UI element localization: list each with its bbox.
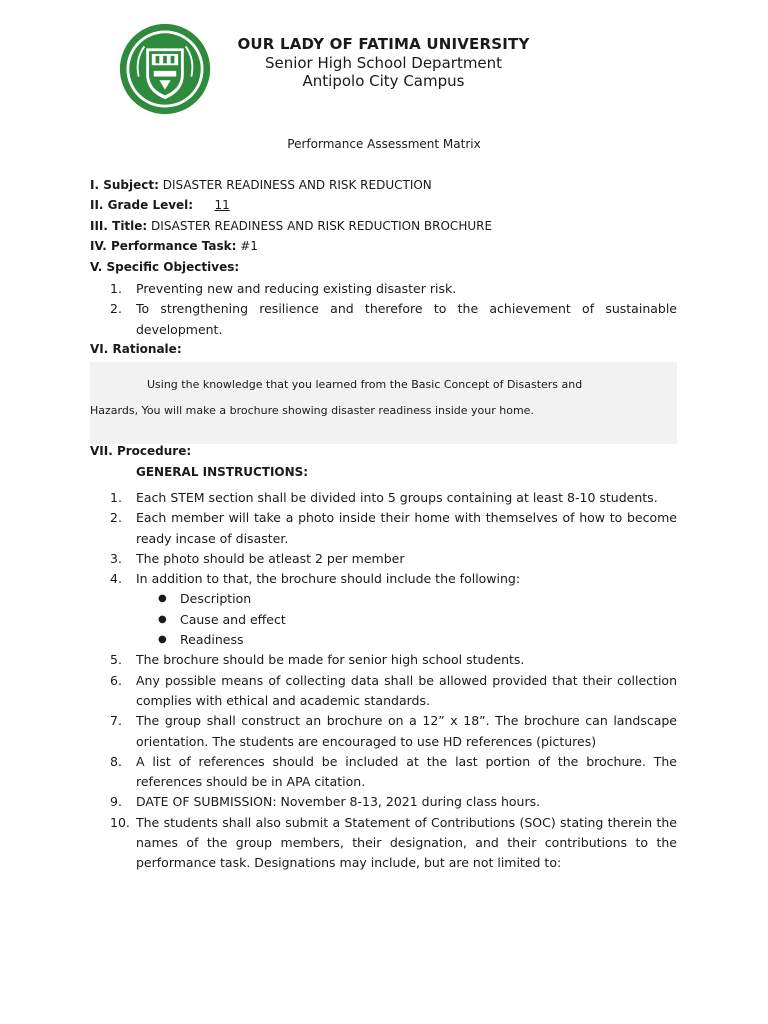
list-item xyxy=(90,488,677,508)
rationale-box xyxy=(90,362,677,444)
list-item xyxy=(90,752,677,793)
list-item xyxy=(90,671,677,712)
objectives-heading: V. Specific Objectives: xyxy=(90,260,240,274)
item-number: 4. xyxy=(110,571,122,587)
item-number: 5. xyxy=(110,652,122,668)
item-text: Each member will take a photo inside their home with themselves of how to become ready incase of disaster. xyxy=(136,510,677,546)
list-item xyxy=(90,549,677,569)
item-number: 1. xyxy=(110,490,122,505)
bullet-text: Readiness xyxy=(180,632,244,648)
objectives-list xyxy=(90,279,677,340)
department-name: Senior High School Department xyxy=(264,54,503,72)
bullet-icon: ● xyxy=(158,634,167,646)
list-item xyxy=(90,813,677,874)
task-label: IV. Performance Task: xyxy=(90,239,237,253)
item-text: The students shall also submit a Statement of Contributions (SOC) stating therein the names of the group members, their designation, and their contributions to the performance task. Designations may include, but are not limited to: xyxy=(136,814,677,871)
subject-label: I. Subject: xyxy=(90,178,159,192)
list-item xyxy=(90,711,677,752)
item-number: 2. xyxy=(110,510,122,526)
item-text: DATE OF SUBMISSION: November 8-13, 2021 during class hours. xyxy=(136,794,541,810)
item-number: 3. xyxy=(110,550,122,566)
list-item xyxy=(90,569,677,589)
item-number: 2. xyxy=(110,301,122,317)
bullet-icon: ● xyxy=(158,593,167,605)
item-text: Any possible means of collecting data shall be allowed provided that their collection complies with ethical and academic standards. xyxy=(136,672,677,708)
bullet-item xyxy=(90,610,677,630)
item-text: A list of references should be included at the last portion of the brochure. The references should be in APA citation. xyxy=(136,753,677,790)
item-number: 7. xyxy=(110,713,122,729)
bullet-item xyxy=(90,630,677,650)
grade-value: 11 xyxy=(214,198,230,212)
item-text: Preventing new and reducing existing disaster risk. xyxy=(136,281,457,296)
subject-line xyxy=(90,178,432,192)
document-title: Performance Assessment Matrix xyxy=(287,137,481,151)
bullet-text: Description xyxy=(180,591,252,607)
title-line xyxy=(90,219,492,233)
list-item xyxy=(90,792,677,812)
bullet-text: Cause and effect xyxy=(180,611,286,627)
title-label: III. Title: xyxy=(90,219,148,233)
item-text: To strengthening resilience and therefore to the achievement of sustainable development. xyxy=(136,301,677,337)
rationale-text-2: Hazards, You will make a brochure showing disaster readiness inside your home. xyxy=(90,404,534,417)
item-number: 8. xyxy=(110,753,122,769)
university-name: OUR LADY OF FATIMA UNIVERSITY xyxy=(237,35,530,53)
list-item xyxy=(90,279,677,299)
item-text: Each STEM section shall be divided into 5 groups containing at least 8-10 students. xyxy=(136,490,658,505)
rationale-heading: VI. Rationale: xyxy=(90,342,182,356)
item-number: 10. xyxy=(110,814,130,830)
grade-line xyxy=(90,198,251,212)
grade-label: II. Grade Level: xyxy=(90,198,194,212)
list-item xyxy=(90,650,677,670)
item-text: In addition to that, the brochure should include the following: xyxy=(136,571,521,587)
instructions-list xyxy=(90,488,677,874)
item-number: 9. xyxy=(110,794,122,810)
task-line xyxy=(90,239,258,253)
general-instructions-heading: GENERAL INSTRUCTIONS: xyxy=(136,465,309,479)
item-text: The photo should be atleast 2 per member xyxy=(136,550,405,566)
campus-name: Antipolo City Campus xyxy=(302,72,465,90)
bullet-item xyxy=(90,589,677,609)
procedure-heading: VII. Procedure: xyxy=(90,444,192,458)
item-text: The group shall construct an brochure on a 12” x 18”. The brochure can landscape orientation. The students are encouraged to use HD references (pictures) xyxy=(136,713,677,749)
subject-value: DISASTER READINESS AND RISK REDUCTION xyxy=(162,178,432,192)
task-value: #1 xyxy=(240,239,258,253)
item-text: The brochure should be made for senior high school students. xyxy=(136,652,525,668)
rationale-text-1: Using the knowledge that you learned from the Basic Concept of Disasters and xyxy=(147,378,583,391)
bullet-icon: ● xyxy=(158,613,167,625)
list-item xyxy=(90,508,677,549)
title-value: DISASTER READINESS AND RISK REDUCTION BROCHURE xyxy=(151,219,493,233)
item-number: 1. xyxy=(110,281,122,296)
university-seal-icon xyxy=(118,22,212,116)
item-number: 6. xyxy=(110,672,122,688)
list-item xyxy=(90,299,677,340)
